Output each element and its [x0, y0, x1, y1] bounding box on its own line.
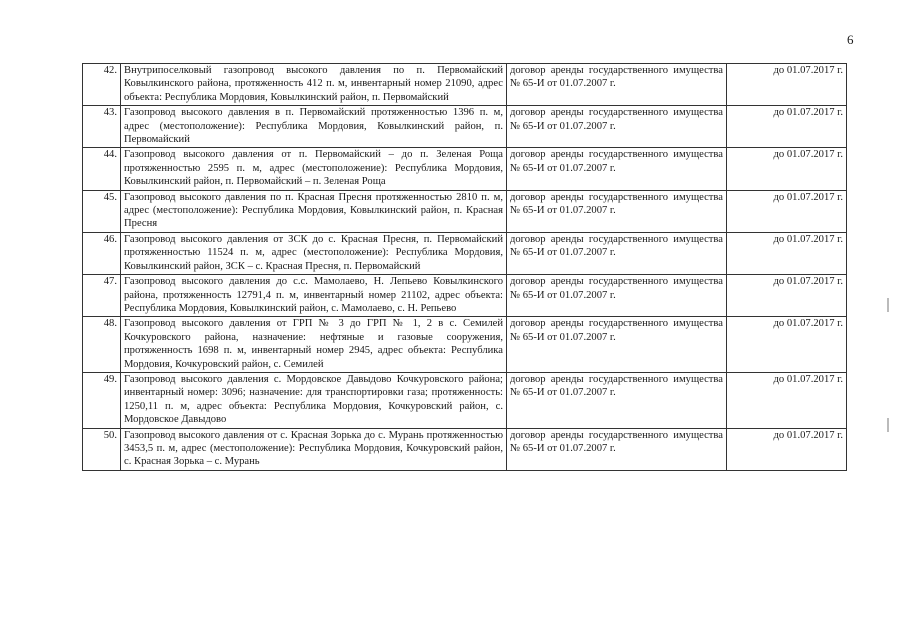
table-row [83, 317, 847, 373]
legal-basis: договор аренды государственного имущества № 65-И от 01.07.2007 г. [507, 148, 727, 190]
object-description: Газопровод высокого давления с. Мордовское Давыдово Кочкуровского района; инвентарный номер: 3096; назначение: для транспортировки газа; протяженность: 1250,11 п. м, адрес объекта: Республика Мордовия, Кочкуровский район, с. Мордовское Давыдово [121, 372, 507, 428]
row-number: 47. [83, 275, 121, 317]
row-number: 50. [83, 428, 121, 470]
legal-basis: договор аренды государственного имущества № 65-И от 01.07.2007 г. [507, 106, 727, 148]
term-date: до 01.07.2017 г. [727, 64, 847, 106]
row-number: 46. [83, 232, 121, 274]
object-description: Газопровод высокого давления от п. Первомайский – до п. Зеленая Роща протяженностью 2595 п. м, адрес (местоположение): Республика Мордовия, Ковылкинский район, п. Первомайский – п. Зеленая Роща [121, 148, 507, 190]
row-number: 44. [83, 148, 121, 190]
legal-basis: договор аренды государственного имущества № 65-И от 01.07.2007 г. [507, 372, 727, 428]
legal-basis: договор аренды государственного имущества № 65-И от 01.07.2007 г. [507, 64, 727, 106]
table-row [83, 106, 847, 148]
legal-basis: договор аренды государственного имущества № 65-И от 01.07.2007 г. [507, 190, 727, 232]
table-row [83, 275, 847, 317]
scan-margin-mark [887, 418, 889, 432]
table-row [83, 148, 847, 190]
table-row [83, 232, 847, 274]
row-number: 45. [83, 190, 121, 232]
term-date: до 01.07.2017 г. [727, 317, 847, 373]
row-number: 49. [83, 372, 121, 428]
table-row [83, 64, 847, 106]
table-body [83, 64, 847, 471]
term-date: до 01.07.2017 г. [727, 190, 847, 232]
scan-margin-mark [887, 298, 889, 312]
table-row [83, 190, 847, 232]
object-description: Газопровод высокого давления от с. Красная Зорька до с. Мурань протяженностью 3453,5 п. м, адрес (местоположение): Республика Мордовия, Кочкуровский район, с. Красная Зорька – с. Мурань [121, 428, 507, 470]
object-description: Газопровод высокого давления по п. Красная Пресня протяженностью 2810 п. м, адрес (местоположение): Республика Мордовия, Ковылкинский район, п. Красная Пресня [121, 190, 507, 232]
legal-basis: договор аренды государственного имущества № 65-И от 01.07.2007 г. [507, 317, 727, 373]
legal-basis: договор аренды государственного имущества № 65-И от 01.07.2007 г. [507, 232, 727, 274]
legal-basis: договор аренды государственного имущества № 65-И от 01.07.2007 г. [507, 275, 727, 317]
term-date: до 01.07.2017 г. [727, 106, 847, 148]
table-row [83, 372, 847, 428]
object-description: Газопровод высокого давления до с.с. Мамолаево, Н. Лепьево Ковылкинского района, протяженность 12791,4 п. м, инвентарный номер 21102, адрес объекта: Республика Мордовия, Ковылкинский район, с. Мамолаево, с. Н. Репьево [121, 275, 507, 317]
row-number: 43. [83, 106, 121, 148]
page-number: 6 [847, 32, 854, 47]
term-date: до 01.07.2017 г. [727, 232, 847, 274]
term-date: до 01.07.2017 г. [727, 428, 847, 470]
legal-basis: договор аренды государственного имущества № 65-И от 01.07.2007 г. [507, 428, 727, 470]
term-date: до 01.07.2017 г. [727, 148, 847, 190]
term-date: до 01.07.2017 г. [727, 275, 847, 317]
property-registry-table [82, 63, 847, 471]
row-number: 48. [83, 317, 121, 373]
object-description: Внутрипоселковый газопровод высокого давления по п. Первомайский Ковылкинского района, протяженность 412 п. м, инвентарный номер 21090, адрес объекта: Республика Мордовия, Ковылкинский район, п. Первомайский [121, 64, 507, 106]
term-date: до 01.07.2017 г. [727, 372, 847, 428]
object-description: Газопровод высокого давления в п. Первомайский протяженностью 1396 п. м, адрес (местоположение): Республика Мордовия, Ковылкинский район, п. Первомайский [121, 106, 507, 148]
table-row [83, 428, 847, 470]
row-number: 42. [83, 64, 121, 106]
object-description: Газопровод высокого давления от ЗСК до с. Красная Пресня, п. Первомайский протяженностью 11524 п. м, адрес (местоположение): Республика Мордовия, Ковылкинский район, ЗСК – с. Красная Пресня, п. Первомайский [121, 232, 507, 274]
object-description: Газопровод высокого давления от ГРП № 3 до ГРП № 1, 2 в с. Семилей Кочкуровского района, назначение: нефтяные и газовые сооружения, протяженность 1698 п. м, инвентарный номер 2945, адрес объекта: Республика Мордовия, Кочкуровский район, с. Семилей [121, 317, 507, 373]
